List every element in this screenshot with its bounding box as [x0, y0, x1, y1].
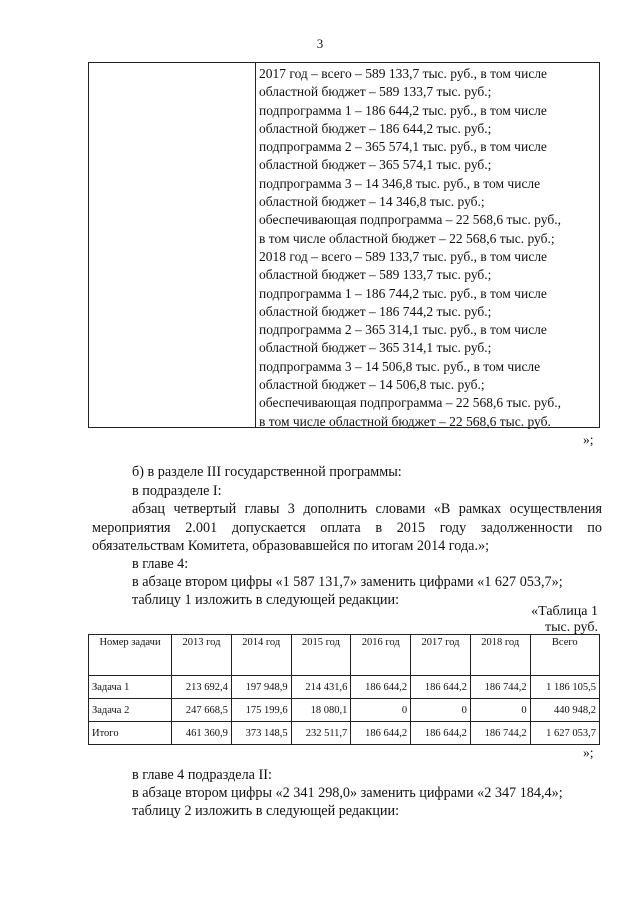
- table-cell: 186 644,2: [411, 722, 471, 745]
- table-cell: 186 744,2: [470, 676, 530, 699]
- table-body: [89, 676, 600, 745]
- closing-quote-2: »;: [583, 745, 594, 760]
- table-row: [89, 699, 600, 722]
- funding-line: областной бюджет – 365 314,1 тыс. руб.;: [259, 340, 492, 356]
- table-header-cell: 2014 год: [231, 635, 291, 676]
- funding-line: областной бюджет – 186 644,2 тыс. руб.;: [259, 120, 492, 136]
- paragraph-chapter-4: в главе 4:: [132, 556, 189, 572]
- paragraph-table-2-intro: таблицу 2 изложить в следующей редакции:: [132, 803, 400, 819]
- table-row-label: Итого: [89, 722, 172, 745]
- paragraph-table-1-intro: таблицу 1 изложить в следующей редакции:: [132, 592, 400, 608]
- table-cell: 18 080,1: [291, 699, 351, 722]
- table-cell: 0: [470, 699, 530, 722]
- paragraph-amendment-chapter-3: абзац четвертый главы 3 дополнить словами «В рамках осуществления мероприятия 2.001 допускается оплата в 2015 году задолженности по обязательствам Комитета, образовавшейся по итогам 2014 года.»;: [92, 501, 602, 554]
- table-cell: 0: [351, 699, 411, 722]
- table-row-label: Задача 2: [89, 699, 172, 722]
- table-cell: 213 692,4: [172, 676, 232, 699]
- table-header-cell: Всего: [530, 635, 599, 676]
- funding-line: областной бюджет – 365 574,1 тыс. руб.;: [259, 157, 492, 173]
- table-cell: 186 644,2: [411, 676, 471, 699]
- column-divider: [255, 63, 256, 427]
- paragraph-subsection-i: в подразделе I:: [132, 483, 222, 499]
- table-cell: 232 511,7: [291, 722, 351, 745]
- funding-line: областной бюджет – 589 133,7 тыс. руб.;: [259, 267, 492, 283]
- funding-line: 2017 год – всего – 589 133,7 тыс. руб., в том числе: [259, 66, 548, 81]
- paragraph-chapter-4-subsection-ii: в главе 4 подраздела II:: [132, 767, 272, 783]
- funding-line: областной бюджет – 14 346,8 тыс. руб.;: [259, 194, 485, 210]
- table-cell: 461 360,9: [172, 722, 232, 745]
- table-cell: 373 148,5: [231, 722, 291, 745]
- table-cell: 0: [411, 699, 471, 722]
- funding-line: областной бюджет – 186 744,2 тыс. руб.;: [259, 303, 492, 319]
- funding-line: подпрограмма 3 – 14 346,8 тыс. руб., в том числе: [259, 175, 541, 191]
- paragraph-section-iii: б) в разделе III государственной программы:: [132, 464, 402, 480]
- table-cell: 214 431,6: [291, 676, 351, 699]
- table-header-cell: 2016 год: [351, 635, 411, 676]
- closing-quote-1: »;: [583, 432, 594, 447]
- table-row-label: Задача 1: [89, 676, 172, 699]
- funding-line: подпрограмма 1 – 186 644,2 тыс. руб., в том числе: [259, 102, 547, 118]
- funding-table-fragment: [88, 62, 600, 428]
- table-row: [89, 722, 600, 745]
- funding-line: обеспечивающая подпрограмма – 22 568,6 тыс. руб.,: [259, 212, 561, 228]
- table-cell: 1 627 053,7: [530, 722, 599, 745]
- table-caption: «Таблица 1: [531, 604, 598, 619]
- funding-line: обеспечивающая подпрограмма – 22 568,6 тыс. руб.,: [259, 395, 561, 411]
- funding-line: подпрограмма 1 – 186 744,2 тыс. руб., в том числе: [259, 285, 547, 301]
- table-units: тыс. руб.: [545, 620, 598, 635]
- table-1: [88, 634, 600, 745]
- table-row: [89, 676, 600, 699]
- table-cell: 186 644,2: [351, 676, 411, 699]
- table-header-cell: Номер задачи: [89, 635, 172, 676]
- funding-text-column: [259, 65, 595, 431]
- page-number: 3: [316, 36, 324, 51]
- paragraph-replace-figures-1: в абзаце втором цифры «1 587 131,7» заменить цифрами «1 627 053,7»;: [132, 574, 563, 590]
- table-header-cell: 2018 год: [470, 635, 530, 676]
- table-cell: 440 948,2: [530, 699, 599, 722]
- funding-line: в том числе областной бюджет – 22 568,6 тыс. руб.: [259, 413, 551, 429]
- table-header-row: [89, 635, 600, 676]
- table-cell: 247 668,5: [172, 699, 232, 722]
- funding-line: подпрограмма 2 – 365 574,1 тыс. руб., в том числе: [259, 139, 547, 155]
- table-cell: 186 644,2: [351, 722, 411, 745]
- funding-line: областной бюджет – 14 506,8 тыс. руб.;: [259, 377, 485, 393]
- funding-line: подпрограмма 2 – 365 314,1 тыс. руб., в том числе: [259, 322, 547, 338]
- table-cell: 1 186 105,5: [530, 676, 599, 699]
- funding-line: подпрограмма 3 – 14 506,8 тыс. руб., в том числе: [259, 358, 541, 374]
- table-cell: 186 744,2: [470, 722, 530, 745]
- funding-line: в том числе областной бюджет – 22 568,6 тыс. руб.;: [259, 230, 555, 246]
- table-header-cell: 2015 год: [291, 635, 351, 676]
- table-header-cell: 2017 год: [411, 635, 471, 676]
- table-cell: 175 199,6: [231, 699, 291, 722]
- table-cell: 197 948,9: [231, 676, 291, 699]
- funding-line: областной бюджет – 589 133,7 тыс. руб.;: [259, 84, 492, 100]
- paragraph-replace-figures-2: в абзаце втором цифры «2 341 298,0» заменить цифрами «2 347 184,4»;: [132, 785, 563, 801]
- funding-line: 2018 год – всего – 589 133,7 тыс. руб., в том числе: [259, 248, 548, 264]
- table-header-cell: 2013 год: [172, 635, 232, 676]
